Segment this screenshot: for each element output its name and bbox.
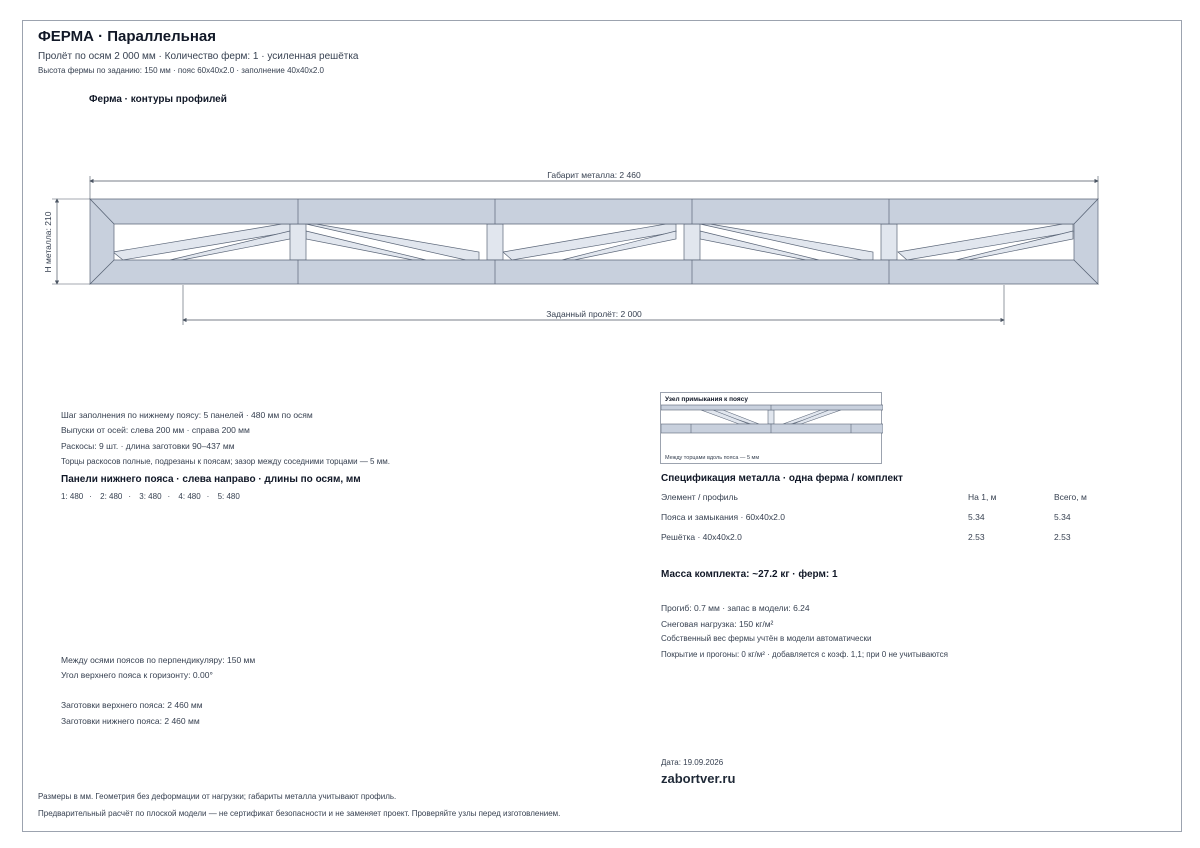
- overall-dimension-label: Габарит металла: 2 460: [547, 170, 641, 180]
- node-inset-title: Узел примыкания к поясу: [665, 396, 748, 403]
- panel-length: 1: 480: [61, 492, 84, 501]
- page-title: ФЕРМА · Параллельная: [38, 28, 217, 45]
- between-axes-note: Между осями поясов по перпендикуляру: 150 мм: [61, 655, 256, 665]
- brand-name: zabortver.ru: [661, 771, 736, 786]
- footer-note-2: Предварительный расчёт по плоской модели — не сертификат безопасности и не заменяет проект. Проверяйте узлы перед изготовлением.: [38, 809, 561, 818]
- spec-row-name: Решётка · 40x40x2.0: [661, 532, 742, 542]
- node-inset-caption: Между торцами вдоль пояса — 5 мм: [665, 455, 760, 461]
- kit-mass: Масса комплекта: ~27.2 кг · ферм: 1: [661, 569, 838, 580]
- span-dimension-label: Заданный пролёт: 2 000: [546, 309, 642, 319]
- page-subtitle-2: Высота фермы по заданию: 150 мм · пояс 60x40x2.0 · заполнение 40x40x2.0: [38, 66, 324, 75]
- panels-title: Панели нижнего пояса · слева направо · длины по осям, мм: [61, 474, 361, 485]
- deflection-note: Прогиб: 0.7 мм · запас в модели: 6.24: [661, 603, 810, 613]
- spec-row-total: 2.53: [1054, 532, 1071, 542]
- bottom-chord: [90, 260, 1098, 284]
- web-diagonals: [113, 224, 1073, 260]
- node-inset: [660, 392, 882, 464]
- bottom-blanks-note: Заготовки нижнего пояса: 2 460 мм: [61, 716, 200, 726]
- footer-note-1: Размеры в мм. Геометрия без деформации от нагрузки; габариты металла учитывают профиль.: [38, 792, 397, 801]
- date: Дата: 19.09.2026: [661, 758, 724, 767]
- panel-length: 3: 480: [139, 492, 162, 501]
- spec-row-one: 5.34: [968, 512, 985, 522]
- spec-row-one: 2.53: [968, 532, 985, 542]
- overhang-note: Выпуски от осей: слева 200 мм · справа 200 мм: [61, 425, 250, 435]
- braces-note: Раскосы: 9 шт. · длина заготовки 90–437 мм: [61, 441, 235, 451]
- drawing-title: Ферма · контуры профилей: [89, 94, 227, 105]
- panel-length: 5: 480: [217, 492, 240, 501]
- spec-header-element: Элемент / профиль: [661, 492, 738, 502]
- fill-step-note: Шаг заполнения по нижнему поясу: 5 панелей · 480 мм по осям: [61, 410, 313, 420]
- spec-row-total: 5.34: [1054, 512, 1071, 522]
- panel-length: 2: 480: [100, 492, 123, 501]
- angle-note: Угол верхнего пояса к горизонту: 0.00°: [61, 670, 213, 680]
- truss-drawing: [0, 0, 1200, 340]
- spec-title: Спецификация металла · одна ферма / комплект: [661, 473, 903, 484]
- height-dimension-label: H металла: 210: [43, 211, 53, 273]
- snow-load-note: Снеговая нагрузка: 150 кг/м²: [661, 619, 774, 629]
- ends-note: Торцы раскосов полные, подрезаны к поясам; зазор между соседними торцами — 5 мм.: [61, 457, 390, 466]
- panels-list: 1: 480 · 2: 480 · 3: 480 · 4: 480 · 5: 480: [61, 492, 240, 501]
- spec-header-total: Всего, м: [1054, 492, 1087, 502]
- panel-length: 4: 480: [178, 492, 201, 501]
- top-blanks-note: Заготовки верхнего пояса: 2 460 мм: [61, 700, 203, 710]
- top-chord: [90, 199, 1098, 224]
- spec-row-name: Пояса и замыкания · 60x40x2.0: [661, 512, 785, 522]
- page-subtitle: Пролёт по осям 2 000 мм · Количество ферм: 1 · усиленная решётка: [38, 51, 359, 62]
- self-weight-note: Собственный вес фермы учтён в модели автоматически: [661, 634, 872, 643]
- spec-header-one: На 1, м: [968, 492, 997, 502]
- roofing-note: Покрытие и прогоны: 0 кг/м² · добавляется с коэф. 1,1; при 0 не учитываются: [661, 650, 948, 659]
